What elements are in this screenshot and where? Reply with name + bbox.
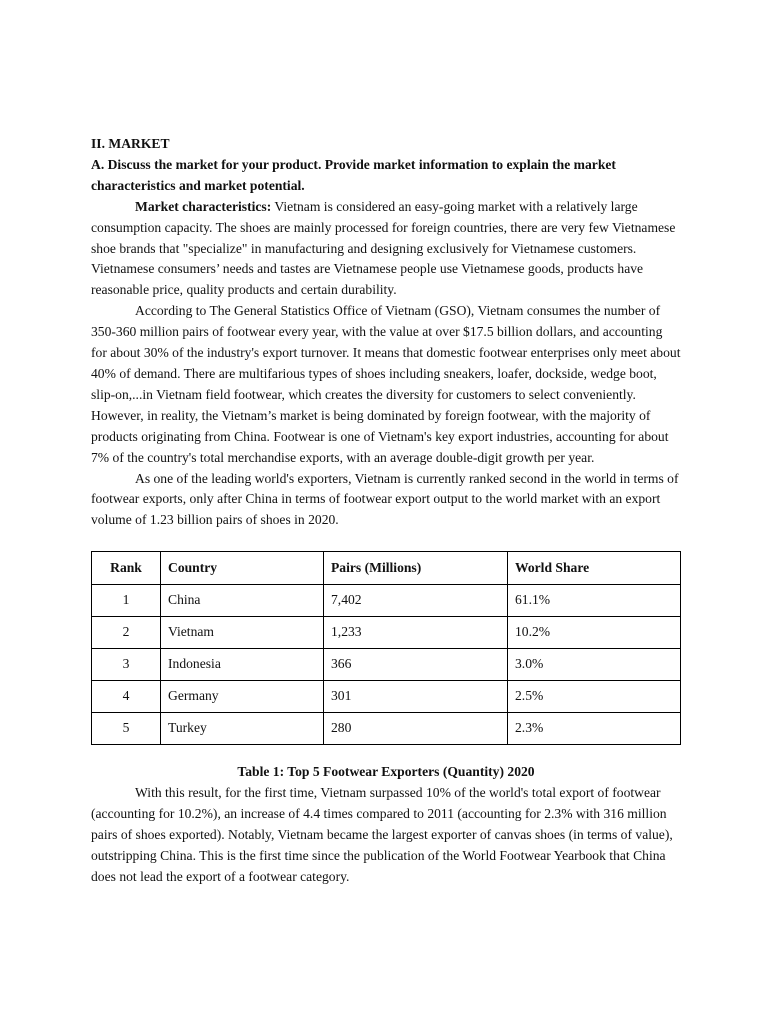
table-row (92, 713, 681, 745)
cell-world-share: 10.2% (508, 617, 681, 649)
column-header-rank: Rank (92, 552, 161, 585)
paragraph-exporters: As one of the leading world's exporters, Vietnam is currently ranked second in the world in terms of footwear exports, only after China in terms of footwear export output to the world market with an export volume of 1.23 billion pairs of shoes in 2020. (91, 470, 679, 528)
cell-country: Turkey (161, 713, 324, 745)
cell-world-share: 2.5% (508, 681, 681, 713)
cell-rank: 3 (92, 649, 161, 681)
cell-rank: 2 (92, 617, 161, 649)
cell-pairs: 1,233 (324, 617, 508, 649)
table-caption: Table 1: Top 5 Footwear Exporters (Quantity) 2020 (237, 764, 535, 780)
paragraph-market-characteristics (91, 197, 681, 302)
column-header-country: Country (161, 552, 324, 585)
paragraph-text: Vietnam is considered an easy-going market with a relatively large consumption capacity. The shoes are mainly processed for foreign countries, there are very few Vietnamese shoe brands that "specialize" in manufacturing and designing exclusively for Vietnamese customers. Vietnamese consumers’ needs and tastes are Vietnamese people use Vietnamese goods, products have reasonable price, quality products and certain durability. (91, 198, 676, 298)
footwear-exporters-table (91, 551, 681, 745)
cell-pairs: 366 (324, 649, 508, 681)
cell-rank: 1 (92, 585, 161, 617)
cell-world-share: 2.3% (508, 713, 681, 745)
paragraph-lead: Market characteristics: (135, 198, 272, 214)
table-row (92, 617, 681, 649)
paragraph-gso: According to The General Statistics Office of Vietnam (GSO), Vietnam consumes the number of 350-360 million pairs of footwear every year, with the value at over $17.5 billion dollars, and accounting for about 30% of the industry's export turnover. It means that domestic footwear enterprises only meet about 40% of demand. There are multifarious types of shoes including sneakers, loafer, dockside, wedge boot, slip-on,...in Vietnam field footwear, which creates the diversity for customers to select conveniently. However, in reality, the Vietnam’s market is being dominated by foreign footwear, with the majority of products originating from China. Footwear is one of Vietnam's key export industries, accounting for about 7% of the country's total merchandise exports, with an average double-digit growth per year. (91, 303, 681, 465)
cell-rank: 4 (92, 681, 161, 713)
cell-country: Germany (161, 681, 324, 713)
cell-country: Vietnam (161, 617, 324, 649)
cell-country: Indonesia (161, 649, 324, 681)
cell-world-share: 61.1% (508, 585, 681, 617)
cell-pairs: 7,402 (324, 585, 508, 617)
section-title: II. MARKET (91, 136, 170, 151)
question-heading: A. Discuss the market for your product. Provide market information to explain the market characteristics and market potential. (91, 156, 616, 193)
column-header-pairs: Pairs (Millions) (324, 552, 508, 585)
table-row (92, 649, 681, 681)
column-header-world-share: World Share (508, 552, 681, 585)
paragraph-result: With this result, for the first time, Vietnam surpassed 10% of the world's total export of footwear (accounting for 10.2%), an increase of 4.4 times compared to 2011 (accounting for 2.3% with 316 million pairs of shoes exported). Notably, Vietnam became the largest exporter of canvas shoes (in terms of value), outstripping China. This is the first time since the publication of the World Footwear Yearbook that China does not lead the export of a footwear category. (91, 785, 673, 884)
table-header-row (92, 552, 681, 585)
cell-pairs: 301 (324, 681, 508, 713)
table-row (92, 585, 681, 617)
cell-pairs: 280 (324, 713, 508, 745)
cell-world-share: 3.0% (508, 649, 681, 681)
cell-rank: 5 (92, 713, 161, 745)
cell-country: China (161, 585, 324, 617)
table-row (92, 681, 681, 713)
document-page (91, 134, 681, 888)
